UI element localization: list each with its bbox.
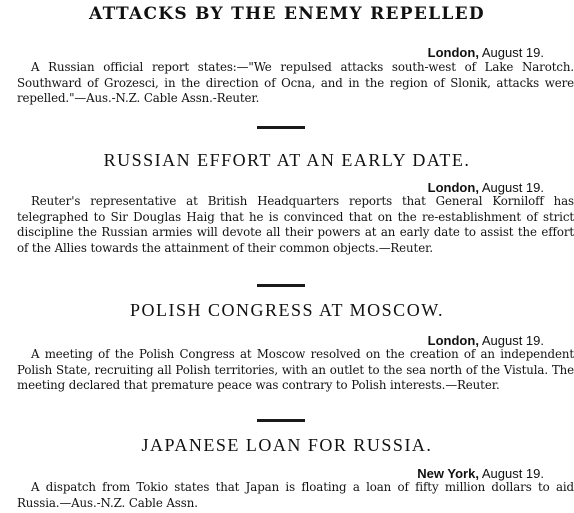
headline-japanese-loan: JAPANESE LOAN FOR RUSSIA.: [141, 435, 433, 455]
headline-polish-congress: POLISH CONGRESS AT MOSCOW.: [129, 300, 445, 320]
section-divider: [257, 126, 305, 129]
article-body-attacks-repelled: A Russian official report states:—"We repulsed attacks south-west of Lake Narotch. Southward of Grozesci, in the direction of Ocna, and in the region of Slonik, attacks were repelled."—Aus.-N.Z. Cable Assn.-Reuter.: [17, 60, 574, 106]
article-body-russian-effort: Reuter's representative at British Headquarters reports that General Korniloff has telegraphed to Sir Douglas Haig that he is convinced that on the re-establishment of strict discipline the Russian armies will devote all their powers at an early date to assist the effort of the Allies towards the attainment of their common objects.—Reuter.: [17, 194, 574, 255]
dateline-date: August 19.: [481, 333, 544, 348]
article-body-polish-congress: A meeting of the Polish Congress at Moscow resolved on the creation of an independent Polish State, recruiting all Polish territories, with an outlet to the sea north of the Vistula. The meeting declared that premature peace was contrary to Polish interests.—Reuter.: [17, 347, 574, 393]
dateline-article-1: [428, 46, 544, 60]
dateline-date: August 19.: [481, 180, 544, 195]
dateline-article-3: [428, 334, 544, 348]
dateline-city: London,: [427, 333, 479, 348]
dateline-date: August 19.: [481, 45, 544, 60]
dateline-city: London,: [427, 180, 479, 195]
headline-russian-effort: RUSSIAN EFFORT AT AN EARLY DATE.: [103, 150, 471, 170]
dateline-city: London,: [427, 45, 479, 60]
dateline-article-4: [417, 467, 544, 481]
dateline-article-2: [428, 181, 544, 195]
dateline-date: August 19.: [481, 466, 544, 481]
dateline-city: New York,: [417, 466, 479, 481]
article-body-japanese-loan: A dispatch from Tokio states that Japan is floating a loan of fifty million dollars to aid Russia.—Aus.-N.Z. Cable Assn.: [17, 480, 574, 510]
section-divider: [257, 284, 305, 287]
section-divider: [257, 419, 305, 422]
headline-attacks-repelled: ATTACKS BY THE ENEMY REPELLED: [89, 4, 485, 24]
